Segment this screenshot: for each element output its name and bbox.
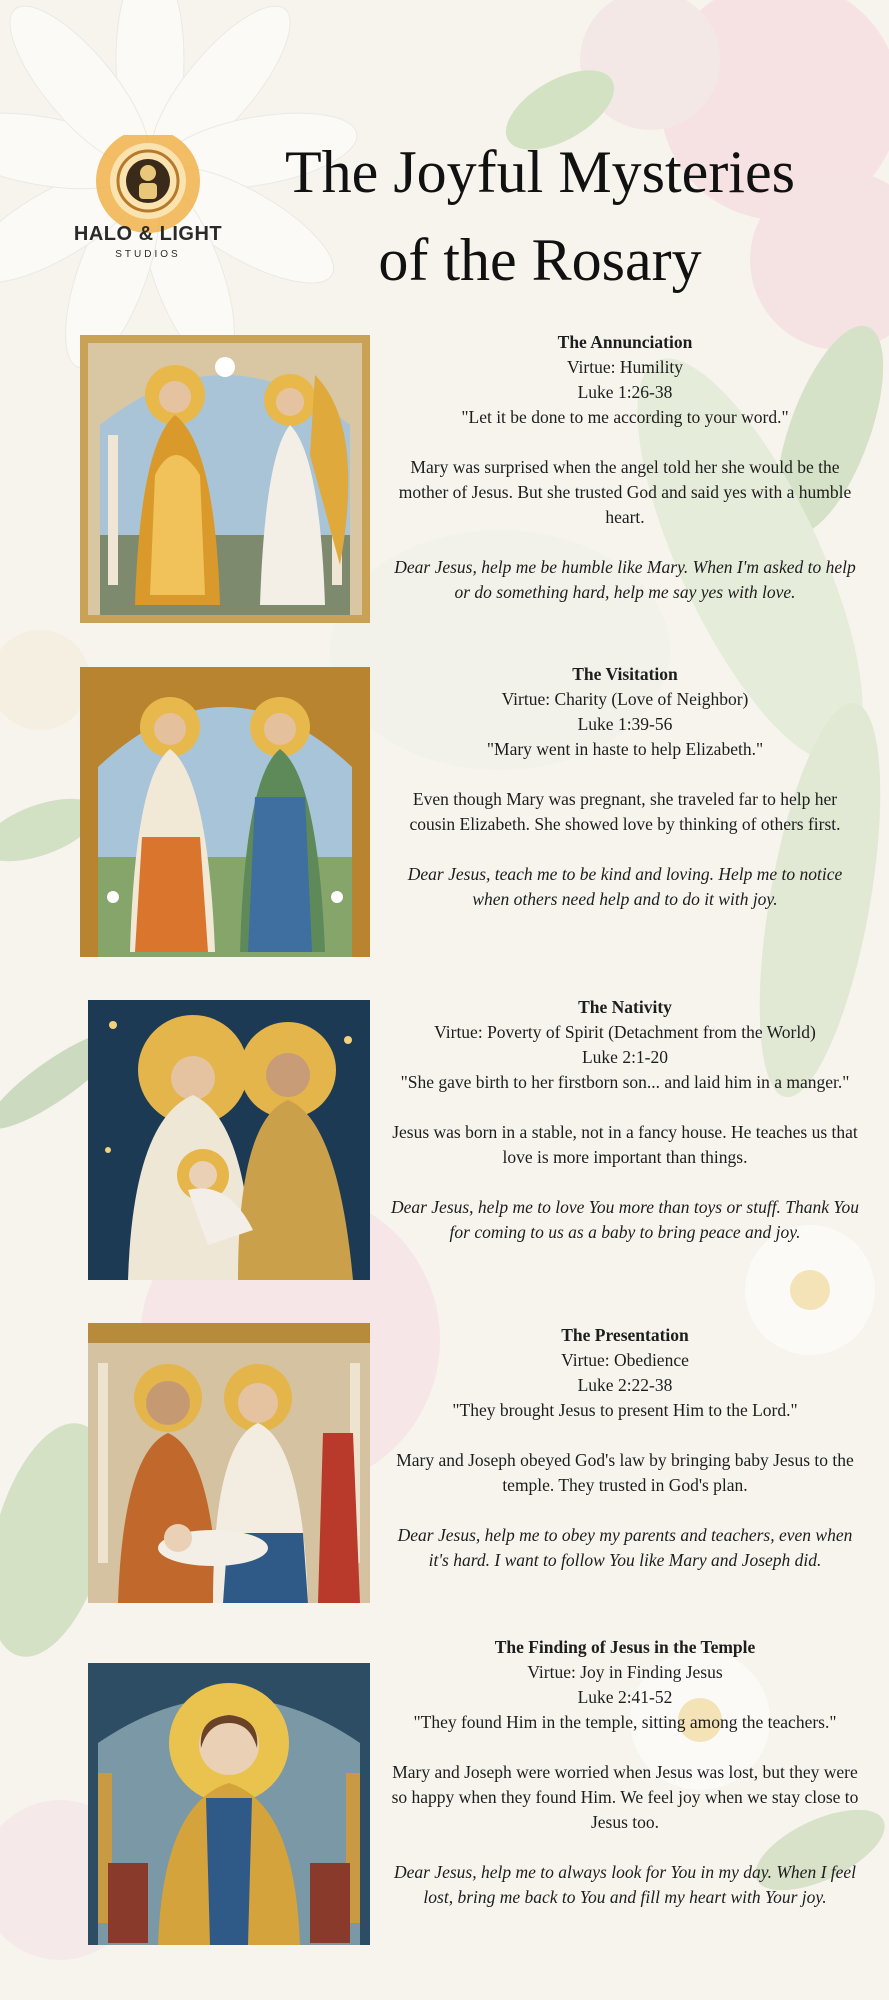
logo-name: HALO & LIGHT xyxy=(73,223,223,245)
presentation-icon-image xyxy=(88,1323,370,1603)
mystery-reference: Luke 2:22-38 xyxy=(577,1375,673,1395)
mystery-title: The Finding of Jesus in the Temple xyxy=(494,1637,756,1657)
page-title xyxy=(230,128,850,304)
mystery-prayer: Dear Jesus, help me to obey my parents and teachers, even when it's hard. I want to follow You like Mary and Joseph did. xyxy=(397,1525,853,1570)
mystery-description: Jesus was born in a stable, not in a fancy house. He teaches us that love is more important than things. xyxy=(392,1122,858,1167)
mystery-virtue: Virtue: Humility xyxy=(566,357,684,377)
nativity-icon-image xyxy=(88,1000,370,1280)
mystery-finding-in-temple xyxy=(390,1635,860,1910)
mystery-virtue: Virtue: Joy in Finding Jesus xyxy=(527,1662,723,1682)
mystery-reference: Luke 2:41-52 xyxy=(577,1687,673,1707)
title-line-2: of the Rosary xyxy=(378,227,702,293)
annunciation-icon-image xyxy=(80,335,370,623)
mystery-nativity xyxy=(390,995,860,1245)
mystery-visitation xyxy=(390,662,860,912)
mystery-title: The Nativity xyxy=(578,997,672,1017)
mystery-prayer: Dear Jesus, help me be humble like Mary. When I'm asked to help or do something hard, help me say yes with love. xyxy=(394,557,856,602)
mystery-description: Mary and Joseph obeyed God's law by bringing baby Jesus to the temple. They trusted in God's plan. xyxy=(396,1450,854,1495)
mystery-prayer: Dear Jesus, teach me to be kind and loving. Help me to notice when others need help and to do it with joy. xyxy=(407,864,843,909)
mystery-quote: "Let it be done to me according to your word." xyxy=(461,407,789,427)
mystery-reference: Luke 1:26-38 xyxy=(577,382,673,402)
logo-subtitle: STUDIOS xyxy=(115,249,181,260)
visitation-icon-image xyxy=(80,667,370,957)
mystery-reference: Luke 1:39-56 xyxy=(577,714,673,734)
mystery-annunciation xyxy=(390,330,860,605)
mystery-title: The Annunciation xyxy=(557,332,693,352)
mystery-title: The Presentation xyxy=(561,1325,689,1345)
mystery-description: Mary was surprised when the angel told her she would be the mother of Jesus. But she trusted God and said yes with a humble heart. xyxy=(398,457,852,527)
studio-logo xyxy=(58,135,238,285)
mystery-prayer: Dear Jesus, help me to always look for You in my day. When I feel lost, bring me back to You and fill my heart with Your joy. xyxy=(393,1862,857,1907)
mystery-reference: Luke 2:1-20 xyxy=(581,1047,669,1067)
mystery-prayer: Dear Jesus, help me to love You more than toys or stuff. Thank You for coming to us as a baby to bring peace and joy. xyxy=(390,1197,860,1242)
finding-in-temple-icon-image xyxy=(88,1663,370,1945)
mystery-quote: "They found Him in the temple, sitting among the teachers." xyxy=(413,1712,837,1732)
mystery-virtue: Virtue: Obedience xyxy=(561,1350,689,1370)
mystery-presentation xyxy=(390,1323,860,1573)
mystery-virtue: Virtue: Poverty of Spirit (Detachment from the World) xyxy=(434,1022,816,1042)
mystery-quote: "They brought Jesus to present Him to the Lord." xyxy=(452,1400,798,1420)
mystery-description: Even though Mary was pregnant, she traveled far to help her cousin Elizabeth. She showed love by thinking of others first. xyxy=(409,789,841,834)
title-line-1: The Joyful Mysteries xyxy=(285,139,795,205)
mystery-title: The Visitation xyxy=(572,664,678,684)
mystery-quote: "She gave birth to her firstborn son... and laid him in a manger." xyxy=(400,1072,850,1092)
mystery-virtue: Virtue: Charity (Love of Neighbor) xyxy=(501,689,749,709)
mystery-description: Mary and Joseph were worried when Jesus was lost, but they were so happy when they found Him. We feel joy when we stay close to Jesus too. xyxy=(391,1762,859,1832)
mystery-quote: "Mary went in haste to help Elizabeth." xyxy=(486,739,764,759)
